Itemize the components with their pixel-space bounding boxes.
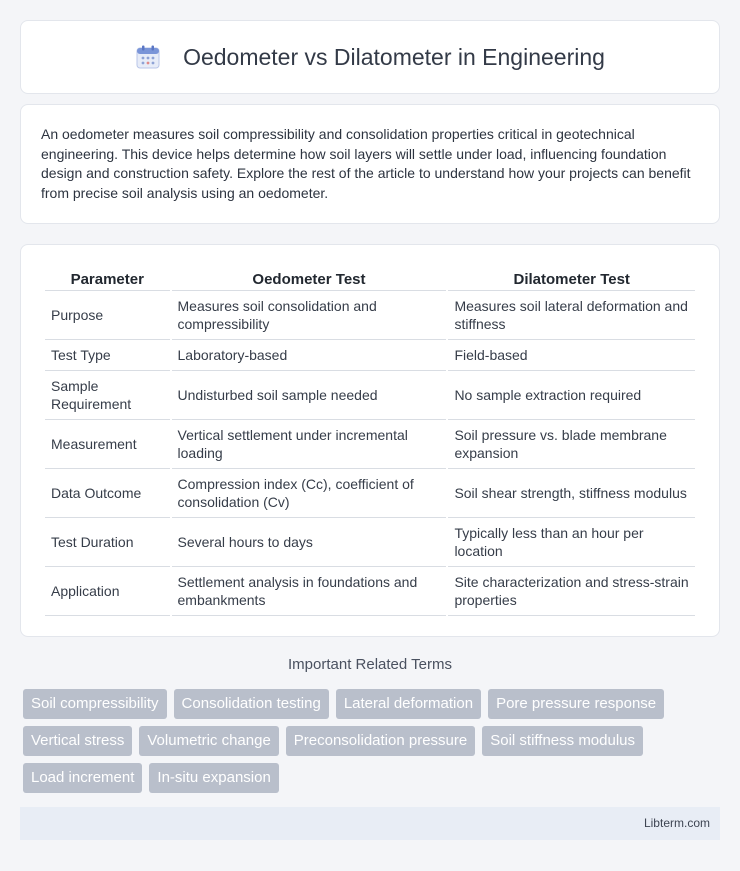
table-cell-oedometer: Compression index (Cc), coefficient of consolidation (Cv) (172, 469, 447, 518)
table-cell-parameter: Test Duration (45, 518, 170, 567)
table-cell-parameter: Application (45, 567, 170, 616)
intro-card (20, 104, 720, 224)
table-row (45, 371, 695, 420)
table-cell-dilatometer: Field-based (448, 340, 695, 371)
table-cell-parameter: Sample Requirement (45, 371, 170, 420)
table-cell-oedometer: Settlement analysis in foundations and embankments (172, 567, 447, 616)
table-header-row (45, 265, 695, 291)
related-terms-list (23, 689, 723, 800)
term-tag[interactable]: Lateral deformation (336, 689, 481, 719)
table-cell-dilatometer: Soil pressure vs. blade membrane expansion (448, 420, 695, 469)
column-header-oedometer: Oedometer Test (172, 265, 447, 291)
intro-paragraph: An oedometer measures soil compressibility and consolidation properties critical in geotechnical engineering. This device helps determine how soil layers will settle under load, influencing foundation design and construction safety. Explore the rest of the article to understand how your projects can benefit from precise soil analysis using an oedometer. (41, 126, 691, 201)
table-cell-oedometer: Several hours to days (172, 518, 447, 567)
table-row (45, 340, 695, 371)
table-cell-parameter: Test Type (45, 340, 170, 371)
term-tag[interactable]: Soil compressibility (23, 689, 167, 719)
table-cell-oedometer: Laboratory-based (172, 340, 447, 371)
terms-row (23, 726, 723, 756)
terms-row (23, 689, 723, 719)
terms-row (23, 763, 723, 793)
table-cell-oedometer: Vertical settlement under incremental loading (172, 420, 447, 469)
page-title: Oedometer vs Dilatometer in Engineering (183, 43, 605, 70)
term-tag[interactable]: Consolidation testing (174, 689, 329, 719)
table-cell-dilatometer: Typically less than an hour per location (448, 518, 695, 567)
column-header-dilatometer: Dilatometer Test (448, 265, 695, 291)
term-tag[interactable]: Preconsolidation pressure (286, 726, 475, 756)
table-cell-dilatometer: Soil shear strength, stiffness modulus (448, 469, 695, 518)
related-terms-heading: Important Related Terms (288, 656, 452, 673)
table-row (45, 469, 695, 518)
table-row (45, 518, 695, 567)
column-header-parameter: Parameter (45, 265, 170, 291)
comparison-table (43, 265, 697, 616)
table-cell-parameter: Measurement (45, 420, 170, 469)
term-tag[interactable]: Load increment (23, 763, 142, 793)
title-card (20, 20, 720, 94)
table-cell-dilatometer: No sample extraction required (448, 371, 695, 420)
calendar-icon (135, 44, 161, 70)
table-cell-oedometer: Undisturbed soil sample needed (172, 371, 447, 420)
table-cell-dilatometer: Site characterization and stress-strain properties (448, 567, 695, 616)
term-tag[interactable]: Volumetric change (139, 726, 278, 756)
table-cell-parameter: Data Outcome (45, 469, 170, 518)
term-tag[interactable]: Vertical stress (23, 726, 132, 756)
term-tag[interactable]: Pore pressure response (488, 689, 664, 719)
table-row (45, 420, 695, 469)
footer (20, 807, 720, 840)
comparison-table-card (20, 244, 720, 637)
footer-site-link[interactable]: Libterm.com (643, 816, 710, 830)
table-cell-oedometer: Measures soil consolidation and compressibility (172, 291, 447, 340)
table-row (45, 567, 695, 616)
table-cell-parameter: Purpose (45, 291, 170, 340)
table-cell-dilatometer: Measures soil lateral deformation and stiffness (448, 291, 695, 340)
term-tag[interactable]: In-situ expansion (149, 763, 278, 793)
table-row (45, 291, 695, 340)
term-tag[interactable]: Soil stiffness modulus (482, 726, 643, 756)
